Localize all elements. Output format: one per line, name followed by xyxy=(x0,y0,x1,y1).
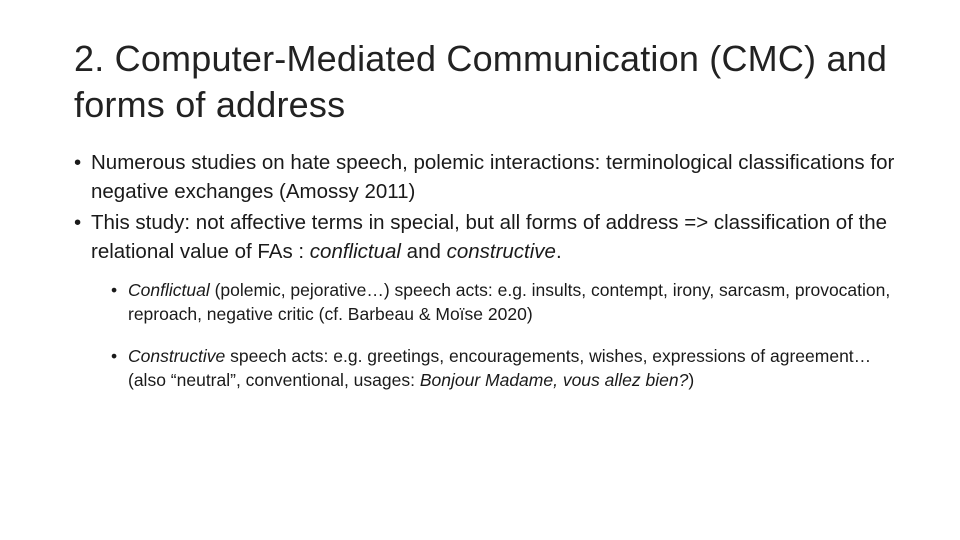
sub-bullet-text: (polemic, pejorative…) speech acts: e.g. insults, contempt, irony, sarcasm, provocation, reproach, negative critic (cf. Barbeau & Moïse 2020) xyxy=(128,280,891,324)
sub-bullet-text: ) xyxy=(688,369,695,390)
emphasis-text: Constructive xyxy=(128,345,226,366)
bullet-icon: • xyxy=(74,151,82,174)
bullet-text: This study: not affective terms in special, but all forms of address => classification of the relational value of FAs : xyxy=(91,211,888,263)
bullet-text: Numerous studies on hate speech, polemic interactions: terminological classifications for negative exchanges (Amossy 2011) xyxy=(91,151,895,203)
slide-title: 2. Computer-Mediated Communication (CMC) and forms of address xyxy=(74,38,888,125)
emphasis-text: constructive xyxy=(446,240,556,263)
slide-content xyxy=(74,148,904,392)
bullet-item xyxy=(74,208,904,266)
bullet-text: and xyxy=(400,240,447,263)
bullet-item xyxy=(74,148,904,206)
emphasis-text: conflictual xyxy=(309,240,401,263)
bullet-icon: • xyxy=(74,211,82,234)
sub-bullet-item xyxy=(111,344,904,392)
sub-bullet-text: speech acts: e.g. greetings, encouragements, wishes, expressions of agreement… (also “neutral”, conventional, usages: xyxy=(128,345,872,390)
bullet-icon: • xyxy=(111,345,118,366)
bullet-icon: • xyxy=(111,280,118,300)
bullet-text: . xyxy=(555,240,562,263)
emphasis-text: Bonjour Madame, vous allez bien? xyxy=(419,369,689,390)
emphasis-text: Conflictual xyxy=(128,280,210,300)
sub-bullet-item xyxy=(111,278,904,326)
